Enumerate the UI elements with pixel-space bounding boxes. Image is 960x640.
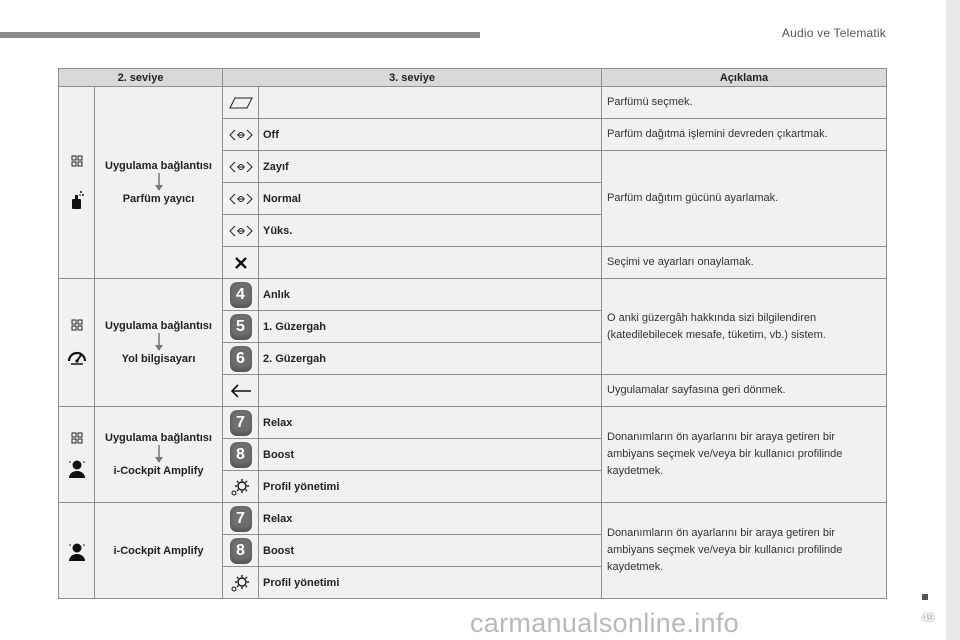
- level3-label[interactable]: Yüks.: [259, 215, 602, 247]
- table-row: [59, 87, 887, 119]
- icon-cell: [223, 439, 259, 471]
- group-icons-amplify: [59, 503, 95, 599]
- group-label-perfume: [95, 87, 223, 279]
- level3-label[interactable]: Profil yönetimi: [259, 567, 602, 599]
- level3-label[interactable]: Zayıf: [259, 151, 602, 183]
- diffusion-arrows-icon: [229, 161, 253, 173]
- level3-label[interactable]: Relax: [259, 407, 602, 439]
- level3-label[interactable]: Boost: [259, 439, 602, 471]
- level3-label[interactable]: 2. Güzergah: [259, 343, 602, 375]
- perfume-tag-icon-cell: [223, 87, 259, 119]
- side-strip: [946, 0, 960, 640]
- group-icons-perfume: [59, 87, 95, 279]
- arrow-down-icon: [154, 445, 164, 463]
- step-badge: 6: [230, 346, 252, 372]
- user-profile-icon: [67, 458, 87, 478]
- col-header-level3: 3. seviye: [223, 69, 602, 87]
- arrow-down-icon: [154, 173, 164, 191]
- level3-label[interactable]: Profil yönetimi: [259, 471, 602, 503]
- table-header-row: [59, 69, 887, 87]
- grid-apps-icon: [71, 432, 83, 444]
- level3-label[interactable]: Boost: [259, 535, 602, 567]
- page-header-title: Audio ve Telematik: [781, 26, 886, 40]
- description: Donanımların ön ayarlarını bir araya getiren bir ambiyans seçmek ve/veya bir kullanıcı profilinde kaydetmek.: [602, 503, 887, 599]
- step-badge: 8: [230, 538, 252, 564]
- icon-cell: [223, 279, 259, 311]
- grid-apps-icon: [71, 319, 83, 331]
- group-label-amplify-app: [95, 407, 223, 503]
- icon-cell: [223, 375, 259, 407]
- step-badge: 8: [230, 442, 252, 468]
- level3-label[interactable]: [259, 87, 602, 119]
- level2-parent-label: Uygulama bağlantısı: [105, 320, 212, 332]
- page-marker: [922, 594, 928, 600]
- description: Parfüm dağıtma işlemini devreden çıkartmak.: [602, 119, 887, 151]
- description: Uygulamalar sayfasına geri dönmek.: [602, 375, 887, 407]
- diffusion-arrows-icon: [229, 193, 253, 205]
- group-icons-trip: [59, 279, 95, 407]
- description: Donanımların ön ayarlarını bir araya getiren bir ambiyans seçmek ve/veya bir kullanıcı profilinde kaydetmek.: [602, 407, 887, 503]
- icon-cell: [223, 151, 259, 183]
- grid-apps-icon: [71, 155, 83, 167]
- diffusion-arrows-icon: [229, 129, 253, 141]
- icon-cell: [223, 119, 259, 151]
- col-header-description: Açıklama: [602, 69, 887, 87]
- level2-label: Parfüm yayıcı: [122, 193, 195, 205]
- group-label-amplify: [95, 503, 223, 599]
- profile-gear-icon[interactable]: [230, 477, 252, 497]
- table-row: [59, 407, 887, 439]
- table-row: [59, 503, 887, 535]
- description: Parfümü seçmek.: [602, 87, 887, 119]
- back-arrow-icon[interactable]: [230, 384, 252, 398]
- icon-cell: [223, 183, 259, 215]
- header-rule: [0, 32, 480, 38]
- level2-label: Yol bilgisayarı: [121, 353, 196, 365]
- icon-cell: [223, 343, 259, 375]
- diffusion-arrows-icon: [229, 225, 253, 237]
- icon-cell: [223, 471, 259, 503]
- level3-label: [259, 247, 602, 279]
- perfume-tag-icon: [229, 97, 253, 109]
- level3-label[interactable]: Relax: [259, 503, 602, 535]
- level3-label: [259, 375, 602, 407]
- menu-table: [58, 68, 887, 599]
- col-header-level2: 2. seviye: [59, 69, 223, 87]
- cross-confirm-icon[interactable]: [235, 257, 247, 269]
- icon-cell: [223, 503, 259, 535]
- level2-parent-label: Uygulama bağlantısı: [105, 432, 212, 444]
- level3-label[interactable]: 1. Güzergah: [259, 311, 602, 343]
- trip-computer-icon: [67, 349, 87, 367]
- level2-label: i-Cockpit Amplify: [113, 544, 204, 557]
- watermark: carmanualsonline.info: [470, 608, 739, 638]
- profile-gear-icon[interactable]: [230, 573, 252, 593]
- level2-label: i-Cockpit Amplify: [113, 465, 204, 477]
- icon-cell: [223, 247, 259, 279]
- perfume-bottle-icon: [69, 189, 85, 211]
- step-badge: 5: [230, 314, 252, 340]
- icon-cell: [223, 535, 259, 567]
- description: O anki güzergâh hakkında sizi bilgilendiren (katedilebilecek mesafe, tüketim, vb.) sistem.: [602, 279, 887, 375]
- icon-cell: [223, 215, 259, 247]
- description: Parfüm dağıtım gücünü ayarlamak.: [602, 151, 887, 247]
- arrow-down-icon: [154, 333, 164, 351]
- group-label-trip: [95, 279, 223, 407]
- level2-parent-label: Uygulama bağlantısı: [105, 160, 212, 172]
- description: Seçimi ve ayarları onaylamak.: [602, 247, 887, 279]
- level3-label[interactable]: Off: [259, 119, 602, 151]
- page-number: 49: [921, 612, 934, 624]
- step-badge: 4: [230, 282, 252, 308]
- user-profile-icon: [67, 541, 87, 561]
- step-badge: 7: [230, 410, 252, 436]
- group-icons-amplify-app: [59, 407, 95, 503]
- step-badge: 7: [230, 506, 252, 532]
- level3-label[interactable]: Normal: [259, 183, 602, 215]
- icon-cell: [223, 407, 259, 439]
- table-row: [59, 279, 887, 311]
- level3-label[interactable]: Anlık: [259, 279, 602, 311]
- icon-cell: [223, 311, 259, 343]
- icon-cell: [223, 567, 259, 599]
